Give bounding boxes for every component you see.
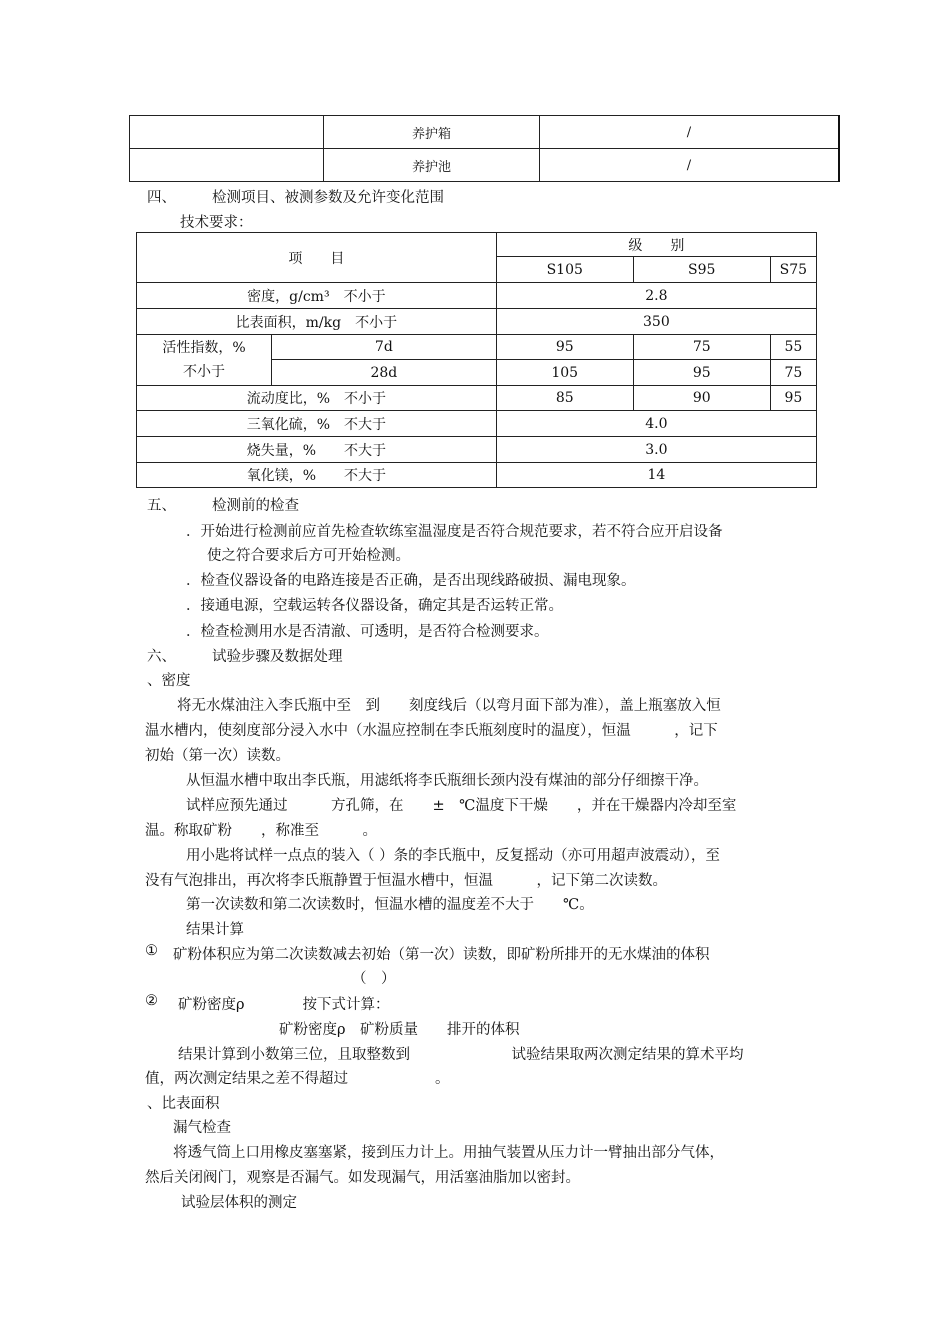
item-header: 项 目 bbox=[137, 233, 497, 283]
list-item: ．检查仪器设备的电路连接是否正确，是否出现线路破损、漏电现象。 bbox=[186, 573, 636, 589]
activity-label bbox=[137, 335, 272, 386]
table-cell: 养护池 bbox=[324, 149, 540, 182]
paragraph-line: （ ） bbox=[352, 971, 396, 987]
so3-value: 4.0 bbox=[496, 411, 816, 437]
paragraph-line: 值，两次测定结果之差不得超过 。 bbox=[145, 1071, 450, 1087]
table-cell: 95 bbox=[633, 360, 770, 386]
so3-label: 三氧化硫，% 不大于 bbox=[137, 411, 497, 437]
table-cell: 95 bbox=[496, 335, 633, 360]
table-cell: 75 bbox=[770, 360, 816, 386]
table-cell: 95 bbox=[770, 386, 816, 411]
calc-number: ② bbox=[145, 993, 158, 1009]
list-item: 使之符合要求后方可开始检测。 bbox=[207, 548, 410, 564]
list-item: ．检查检测用水是否清澈、可透明，是否符合检测要求。 bbox=[186, 624, 549, 640]
grade-s105: S105 bbox=[496, 257, 633, 283]
table-cell: / bbox=[540, 116, 840, 149]
section-subtitle: 技术要求： bbox=[180, 215, 253, 231]
table-cell: 75 bbox=[633, 335, 770, 360]
table-cell: 养护箱 bbox=[324, 116, 540, 149]
subsection-heading: 、比表面积 bbox=[147, 1096, 220, 1112]
loi-label: 烧失量，% 不大于 bbox=[137, 437, 497, 463]
list-item: ．开始进行检测前应首先检查软练室温湿度是否符合规范要求，若不符合应开启设备 bbox=[186, 524, 723, 540]
subsection-heading: 试验层体积的测定 bbox=[181, 1195, 297, 1211]
activity-28d: 28d bbox=[272, 360, 497, 386]
section-number: 五、 bbox=[147, 498, 176, 514]
table-cell: / bbox=[540, 149, 840, 182]
section-title: 试验步骤及数据处理 bbox=[212, 649, 343, 665]
paragraph-line: 矿粉密度ρ 按下式计算： bbox=[178, 997, 390, 1013]
paragraph-line: 初始（第一次）读数。 bbox=[145, 748, 290, 764]
grade-s75: S75 bbox=[770, 257, 816, 283]
paragraph-line: 第一次读数和第二次读数时，恒温水槽的温度差不大于 ℃。 bbox=[186, 897, 594, 913]
section-title: 检测前的检查 bbox=[212, 498, 299, 514]
spec-table bbox=[136, 232, 817, 488]
subsection-heading: 、密度 bbox=[147, 673, 191, 689]
activity-7d: 7d bbox=[272, 335, 497, 360]
mgo-value: 14 bbox=[496, 463, 816, 488]
section-number: 四、 bbox=[147, 190, 176, 206]
paragraph-line: 温。称取矿粉 ，称准至 。 bbox=[145, 823, 377, 839]
table-cell bbox=[130, 149, 324, 182]
table-cell: 105 bbox=[496, 360, 633, 386]
section-title: 检测项目、被测参数及允许变化范围 bbox=[212, 190, 444, 206]
section-number: 六、 bbox=[147, 649, 176, 665]
activity-label-line2: 不小于 bbox=[183, 364, 225, 380]
list-item: ．接通电源，空载运转各仪器设备，确定其是否运转正常。 bbox=[186, 598, 563, 614]
subsection-heading: 结果计算 bbox=[186, 922, 244, 938]
paragraph-line: 将透气筒上口用橡皮塞塞紧，接到压力计上。用抽气装置从压力计一臂抽出部分气体， bbox=[173, 1145, 724, 1161]
paragraph-line: 然后关闭阀门，观察是否漏气。如发现漏气，用活塞油脂加以密封。 bbox=[145, 1170, 580, 1186]
density-label: 密度，g/cm³ 不小于 bbox=[137, 283, 497, 309]
table-cell: 85 bbox=[496, 386, 633, 411]
paragraph-line: 温水槽内，使刻度部分浸入水中（水温应控制在李氏瓶刻度时的温度），恒温 ，记下 bbox=[145, 723, 718, 739]
flow-label: 流动度比，% 不小于 bbox=[137, 386, 497, 411]
surface-value: 350 bbox=[496, 309, 816, 335]
subsection-heading: 漏气检查 bbox=[173, 1120, 231, 1136]
activity-label-line1: 活性指数，% bbox=[162, 340, 246, 356]
mgo-label: 氧化镁，% 不大于 bbox=[137, 463, 497, 488]
formula: 矿粉密度ρ 矿粉质量 排开的体积 bbox=[279, 1022, 520, 1038]
paragraph-line: 用小匙将试样一点点的装入（ ）条的李氏瓶中，反复摇动（亦可用超声波震动），至 bbox=[186, 848, 720, 864]
loi-value: 3.0 bbox=[496, 437, 816, 463]
paragraph-line: 结果计算到小数第三位，且取整数到 试验结果取两次测定结果的算术平均 bbox=[178, 1047, 744, 1063]
paragraph-line: 将无水煤油注入李氏瓶中至 到 刻度线后（以弯月面下部为准），盖上瓶塞放入恒 bbox=[177, 698, 721, 714]
grade-s95: S95 bbox=[633, 257, 770, 283]
table-cell bbox=[130, 116, 324, 149]
paragraph-line: 矿粉体积应为第二次读数减去初始（第一次）读数，即矿粉所排开的无水煤油的体积 bbox=[173, 947, 710, 963]
table-cell: 55 bbox=[770, 335, 816, 360]
density-value: 2.8 bbox=[496, 283, 816, 309]
paragraph-line: 从恒温水槽中取出李氏瓶，用滤纸将李氏瓶细长颈内没有煤油的部分仔细擦干净。 bbox=[186, 773, 708, 789]
calc-number: ① bbox=[145, 943, 158, 959]
table-cell: 90 bbox=[633, 386, 770, 411]
grade-header: 级 别 bbox=[496, 233, 816, 257]
equipment-table bbox=[129, 115, 840, 182]
paragraph-line: 没有气泡排出，再次将李氏瓶静置于恒温水槽中，恒温 ，记下第二次读数。 bbox=[145, 873, 667, 889]
paragraph-line: 试样应预先通过 方孔筛，在 ± ℃温度下干燥 ，并在干燥器内冷却至室 bbox=[186, 798, 737, 814]
surface-label: 比表面积，m/kg 不小于 bbox=[137, 309, 497, 335]
